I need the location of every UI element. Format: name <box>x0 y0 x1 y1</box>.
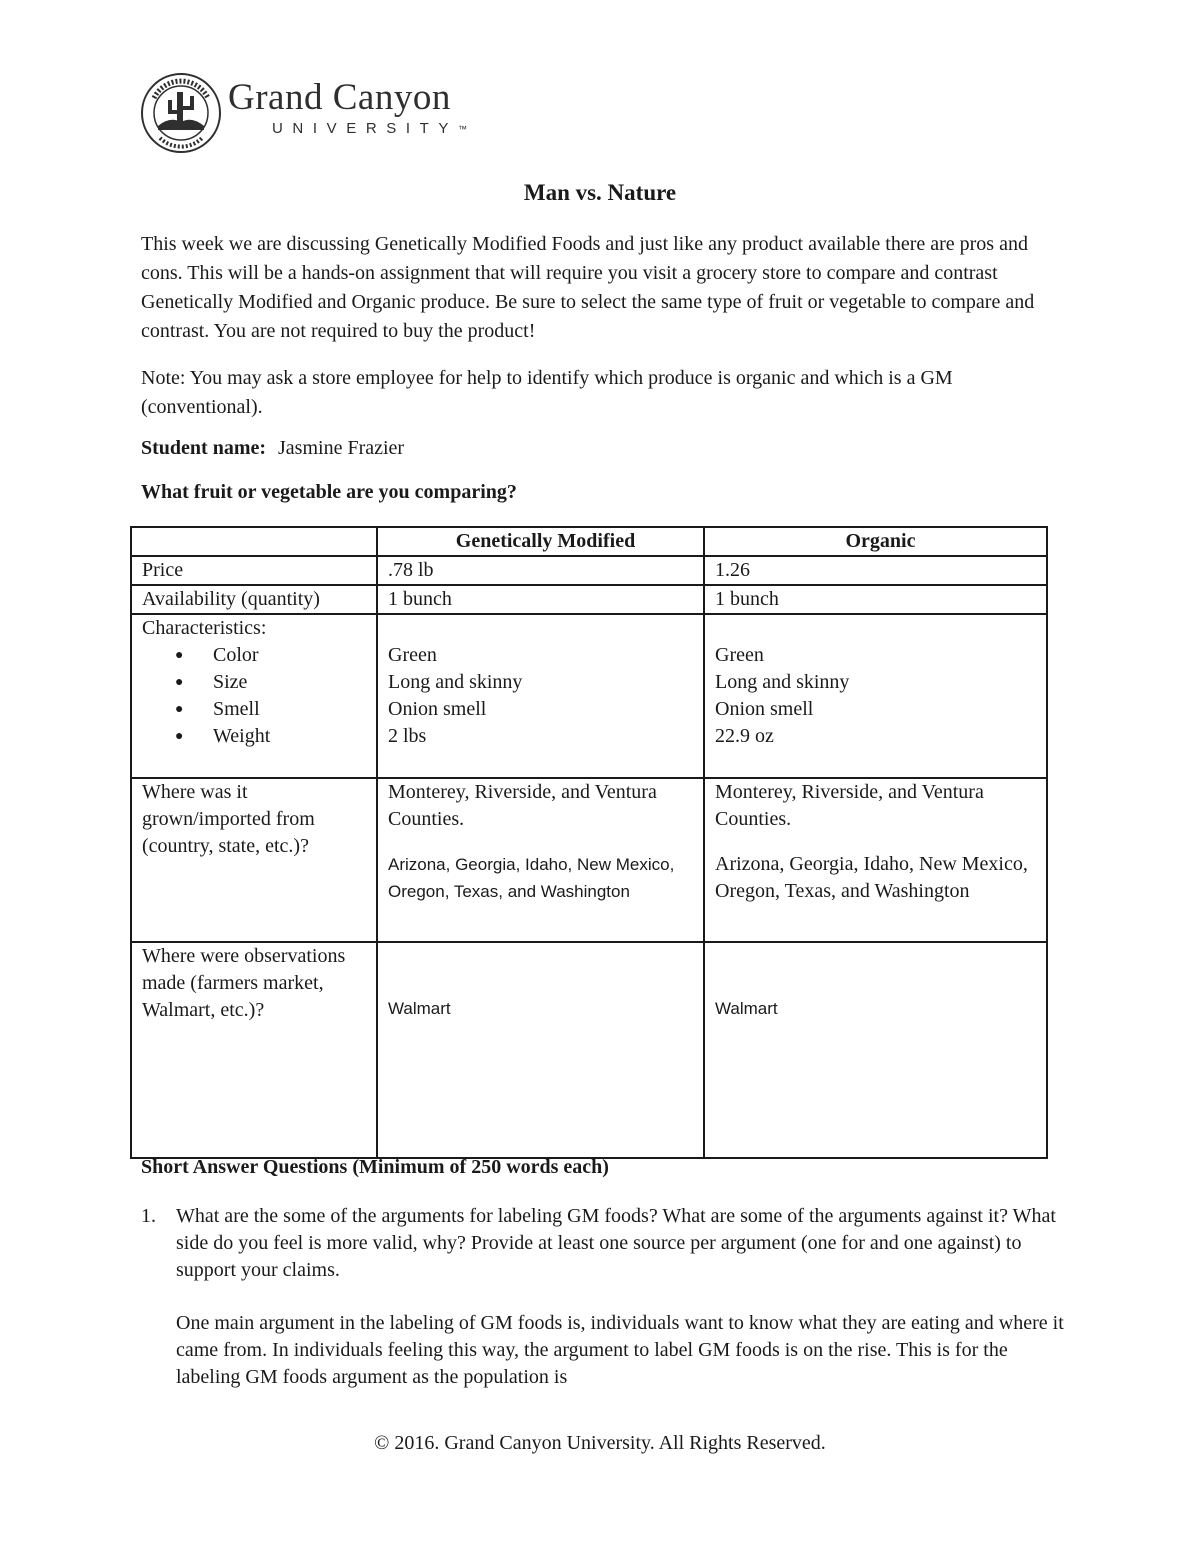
observed-gm: Walmart <box>388 999 451 1018</box>
price-label: Price <box>131 556 377 585</box>
header-organic: Organic <box>704 527 1047 556</box>
university-logo <box>140 72 520 154</box>
student-name-label: Student name: <box>141 437 267 459</box>
organic-color: Green <box>715 644 764 666</box>
grown-organic-states: Arizona, Georgia, Idaho, New Mexico, Oregon, Texas, and Washington <box>715 853 1028 902</box>
logo-wordmark: Grand Canyon <box>228 77 451 118</box>
gm-smell: Onion smell <box>388 698 487 720</box>
gm-color: Green <box>388 644 437 666</box>
question-text: What are the some of the arguments for labeling GM foods? What are some of the arguments against it? What side do you feel is more valid, why? Provide at least one source per argument (one for and one against) to support your claims. <box>176 1205 1056 1281</box>
availability-organic: 1 bunch <box>704 585 1047 614</box>
organic-size: Long and skinny <box>715 671 850 693</box>
page-title: Man vs. Nature <box>523 180 677 205</box>
observed-label: Where were observations made (farmers market, Walmart, etc.)? <box>131 942 377 1158</box>
characteristics-gm <box>388 642 703 750</box>
price-organic: 1.26 <box>704 556 1047 585</box>
table-row-price <box>131 556 1047 585</box>
list-item: ● Color <box>142 642 376 669</box>
grown-gm-states: Arizona, Georgia, Idaho, New Mexico, Oregon, Texas, and Washington <box>388 855 675 901</box>
observed-organic: Walmart <box>715 999 778 1018</box>
comparison-table <box>130 526 1048 1159</box>
gm-weight: 2 lbs <box>388 725 427 747</box>
logo-trademark: ™ <box>458 124 468 134</box>
table-row-characteristics <box>131 614 1047 778</box>
copyright-footer: © 2016. Grand Canyon University. All Rights Reserved. <box>374 1432 826 1454</box>
list-item: ● Size <box>142 669 376 696</box>
table-row-observed <box>131 942 1047 1158</box>
table-row-grown <box>131 778 1047 942</box>
grown-gm-counties: Monterey, Riverside, and Ventura Counties. <box>388 781 657 830</box>
logo-subtitle: UNIVERSITY <box>272 120 459 137</box>
intro-paragraph: This week we are discussing Genetically Modified Foods and just like any product available there are pros and cons. This will be a hands-on assignment that will require you visit a grocery store to compare and contrast Genetically Modified and Organic produce. Be sure to select the same type of fruit or vegetable to compare and contrast. You are not required to buy the product! <box>141 233 1035 342</box>
price-gm: .78 lb <box>377 556 704 585</box>
characteristics-label: Characteristics: <box>142 617 267 639</box>
question-1 <box>141 1203 1066 1284</box>
characteristics-organic <box>715 642 1046 750</box>
list-item: ● Weight <box>142 723 376 750</box>
university-seal-icon <box>140 72 222 154</box>
comparison-question: What fruit or vegetable are you comparing? <box>141 481 517 503</box>
header-blank <box>131 527 377 556</box>
header-gm: Genetically Modified <box>377 527 704 556</box>
grown-organic-counties: Monterey, Riverside, and Ventura Counties. <box>715 781 984 830</box>
gm-size: Long and skinny <box>388 671 523 693</box>
table-row-availability <box>131 585 1047 614</box>
list-item: ● Smell <box>142 696 376 723</box>
organic-weight: 22.9 oz <box>715 725 774 747</box>
short-answer-heading: Short Answer Questions (Minimum of 250 words each) <box>141 1156 609 1178</box>
answer-paragraph: One main argument in the labeling of GM foods is, individuals want to know what they are eating and where it came from. In individuals feeling this way, the argument to label GM foods is on the rise. This is for the labeling GM foods argument as the population is <box>176 1312 1064 1388</box>
organic-smell: Onion smell <box>715 698 814 720</box>
student-name-value: Jasmine Frazier <box>278 437 405 459</box>
grown-label: Where was it grown/imported from (country, state, etc.)? <box>131 778 377 942</box>
table-header-row <box>131 527 1047 556</box>
availability-gm: 1 bunch <box>377 585 704 614</box>
question-number: 1. <box>141 1205 156 1227</box>
student-name-line <box>141 437 404 460</box>
availability-label: Availability (quantity) <box>131 585 377 614</box>
characteristics-list <box>142 642 376 750</box>
note-paragraph: Note: You may ask a store employee for help to identify which produce is organic and which is a GM (conventional). <box>141 367 953 418</box>
